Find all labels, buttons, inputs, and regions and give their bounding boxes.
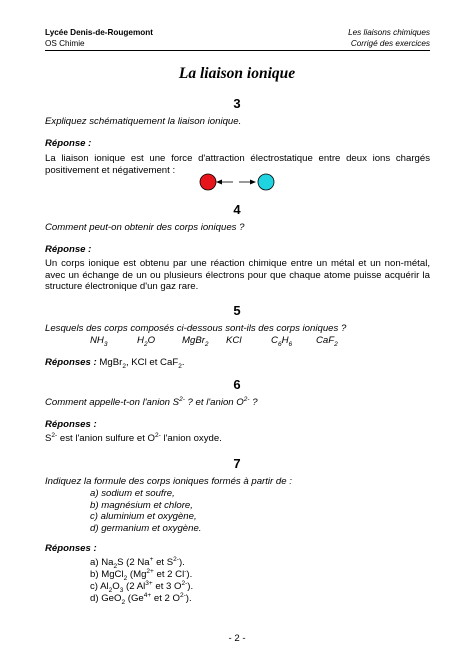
compound-caf2: CaF$_2$	[316, 335, 338, 348]
header-divider	[45, 50, 430, 51]
exercise-4-question: Comment peut-on obtenir des corps ioniques ?	[45, 222, 245, 233]
exercise-7-list	[45, 488, 474, 534]
compound-kcl: KCl	[226, 335, 242, 346]
exercise-number-7: 7	[233, 456, 241, 471]
header-left	[45, 27, 153, 49]
exercise-3-answer: La liaison ionique est une force d'attraction électrostatique entre deux ions chargés positivement et négativement :	[45, 153, 430, 176]
course-name: OS Chimie	[45, 39, 85, 48]
header-right	[348, 27, 430, 49]
exercise-4-answer-label: Réponse :	[45, 244, 92, 255]
cation-circle	[200, 174, 216, 190]
school-name: Lycée Denis-de-Rougemont	[45, 28, 153, 37]
answer-b: b) MgCl$_2$ ($Mg^{2+}$ et 2 Cl-).	[90, 567, 193, 582]
ionic-bond-diagram	[196, 170, 278, 194]
document-type: Corrigé des exercices	[350, 39, 430, 48]
list-item: b) magnésium et chlore,	[90, 499, 193, 511]
answer-a: a) $Na_2S$ (2 Na+ et $S^{2-}$).	[90, 555, 185, 570]
exercise-7-answers	[45, 557, 474, 605]
exercise-6-question: Comment appelle-t-on l'anion $S^{2-}$ ? et l'anion $O^{2-}$ ?	[45, 395, 258, 408]
answer-c: c) $Al_2O_3$ (2 $Al^{3+}$ et 3 $O^{2-}$).	[90, 579, 194, 594]
compound-mgbr2: MgBr$_2$	[182, 335, 209, 348]
exercise-4-answer: Un corps ionique est obtenu par une réaction chimique entre un métal et un non-métal, avec un échange de un ou plusieurs électrons pour que chaque atome puisse acquérir la structure électronique d'un gaz rare.	[45, 258, 430, 293]
exercise-number-3: 3	[233, 96, 241, 111]
list-item: d) germanium et oxygène.	[90, 522, 202, 534]
list-item: c) aluminium et oxygène,	[90, 511, 197, 523]
exercise-6-answer: $S^{2-}$ est l'anion sulfure et $O^{2-}$ l'anion oxyde.	[45, 431, 222, 444]
compound-h2o: $H_2O$	[137, 335, 156, 348]
exercise-3-answer-label: Réponse :	[45, 138, 92, 149]
exercise-7-answer-label: Réponses :	[45, 543, 97, 554]
exercise-3-question: Expliquez schématiquement la liaison ionique.	[45, 116, 242, 127]
page-title: La liaison ionique	[178, 65, 296, 82]
attraction-arrows	[216, 180, 256, 185]
compound-c6h6: $C_6H_6$	[271, 335, 293, 348]
exercise-number-4: 4	[233, 202, 241, 217]
topic-name: Les liaisons chimiques	[348, 28, 430, 37]
exercise-number-6: 6	[233, 377, 241, 392]
exercise-6-answer-label: Réponses :	[45, 419, 97, 430]
anion-circle	[258, 174, 274, 190]
answer-d: d) GeO$_2$ ($Ge^{4+}$ et 2 $O^{2-}$).	[90, 591, 192, 606]
exercise-5-question: Lesquels des corps composés ci-dessous sont-ils des corps ioniques ?	[45, 323, 347, 334]
exercise-5-answer: Réponses : MgBr$_2$, KCl et CaF$_2$.	[45, 357, 185, 370]
exercise-number-5: 5	[233, 303, 241, 318]
page-number: - 2 -	[228, 633, 246, 644]
list-item: a) sodium et soufre,	[90, 488, 175, 499]
exercise-7-question: Indiquez la formule des corps ioniques formés à partir de :	[45, 476, 292, 487]
compound-nh3: $NH_3$	[90, 335, 108, 348]
